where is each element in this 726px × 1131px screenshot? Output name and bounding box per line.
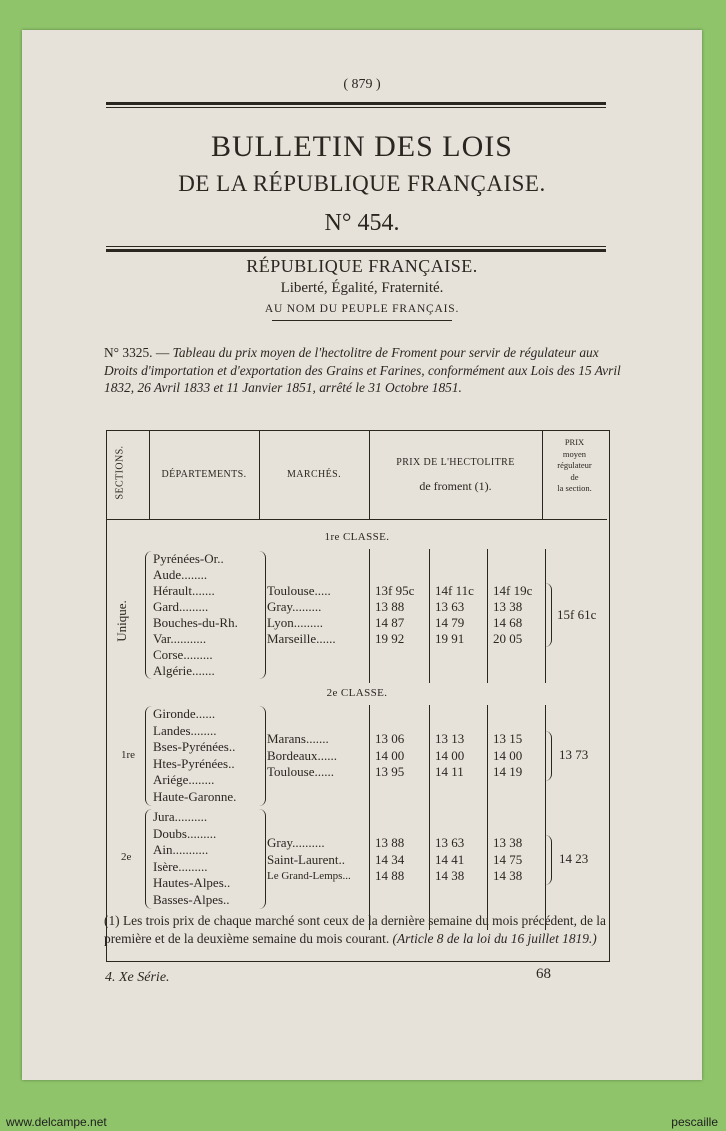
departement: Htes-Pyrénées.. xyxy=(153,755,235,771)
departement: Doubs......... xyxy=(153,825,217,841)
departement: Haute-Garonne. xyxy=(153,788,237,804)
page-number: ( 879 ) xyxy=(343,77,381,92)
departement: Aude........ xyxy=(153,567,208,582)
col-divider xyxy=(487,549,488,683)
republic-heading: RÉPUBLIQUE FRANÇAISE. xyxy=(246,256,478,276)
class-1-prix-col1 xyxy=(375,583,414,647)
marche: Bordeaux...... xyxy=(267,747,338,763)
prix-value: 13 63 xyxy=(435,835,465,850)
header-rule-top-thin xyxy=(106,107,606,108)
prix-value: 13 88 xyxy=(375,599,405,614)
republic-motto: Liberté, Égalité, Fraternité. xyxy=(280,280,444,296)
header-regulateur-line: moyen xyxy=(562,448,587,459)
class-1-departements xyxy=(153,551,238,679)
header-divider xyxy=(107,519,607,520)
brace-right xyxy=(545,583,552,647)
departement: Basses-Alpes.. xyxy=(153,891,230,907)
footnote-citation: (Article 8 de la loi du 16 juillet 1819.) xyxy=(392,930,597,946)
departement: Isère......... xyxy=(153,858,208,874)
prix-value: 19 91 xyxy=(435,631,465,646)
prix-value: 13f 95c xyxy=(375,583,415,598)
class-2-s1-prix-col3 xyxy=(493,731,522,781)
prix-value: 20 05 xyxy=(493,631,523,646)
col-divider xyxy=(429,705,430,930)
prix-value: 13 13 xyxy=(435,731,465,746)
section-2-label: 2e xyxy=(121,851,132,863)
class-2-s2-marches xyxy=(267,835,351,885)
decree-paragraph xyxy=(104,344,624,397)
prix-value: 14 19 xyxy=(493,764,523,780)
sheet-number: 68 xyxy=(536,966,551,982)
peuple-heading: AU NOM DU PEUPLE FRANÇAIS. xyxy=(264,303,460,315)
brace-right xyxy=(545,731,552,781)
prix-value: 14 00 xyxy=(375,747,405,763)
header-departements: DÉPARTEMENTS. xyxy=(161,469,247,480)
prix-value: 14f 19c xyxy=(493,583,533,598)
class-1-prix-col3 xyxy=(493,583,532,647)
prix-value: 14 00 xyxy=(493,747,523,763)
class-2-s2-regulateur: 14 23 xyxy=(559,851,589,866)
header-regulateur-line: la section. xyxy=(557,483,592,493)
class-2-s1-prix-col2 xyxy=(435,731,464,781)
marche: Marseille...... xyxy=(267,631,336,646)
class-2-s1-prix-col1 xyxy=(375,731,404,781)
watermark-left: www.delcampe.net xyxy=(6,1115,107,1129)
col-divider xyxy=(369,705,370,930)
prix-value: 14 87 xyxy=(375,615,405,630)
departement: Pyrénées-Or.. xyxy=(153,551,224,566)
departement: Hautes-Alpes.. xyxy=(153,875,231,891)
header-rule-bottom xyxy=(106,249,606,252)
departement: Jura.......... xyxy=(153,809,208,824)
prix-value: 14 75 xyxy=(493,851,523,867)
brace-right xyxy=(259,809,266,909)
class-1-marches xyxy=(267,583,336,647)
class-2-title: 2e CLASSE. xyxy=(326,687,388,699)
bulletin-subtitle: DE LA RÉPUBLIQUE FRANÇAISE. xyxy=(178,171,546,196)
departement: Corse......... xyxy=(153,647,213,662)
marche: Saint-Laurent.. xyxy=(267,851,345,867)
prix-value: 13 63 xyxy=(435,599,465,614)
header-marches: MARCHÉS. xyxy=(286,469,342,480)
departement: Bouches-du-Rh. xyxy=(153,615,238,630)
prix-value: 14 38 xyxy=(493,868,523,884)
marche: Gray.......... xyxy=(267,835,325,850)
header-regulateur xyxy=(542,437,607,495)
prix-value: 13 95 xyxy=(375,764,405,780)
class-1-title: 1re CLASSE. xyxy=(324,531,390,543)
prix-value: 13 06 xyxy=(375,731,405,746)
prix-value: 14 79 xyxy=(435,615,465,630)
marche: Toulouse...... xyxy=(267,764,334,780)
watermark-right: pescaille xyxy=(671,1115,718,1129)
departement: Hérault....... xyxy=(153,583,215,598)
header-regulateur-line: régulateur xyxy=(557,460,592,470)
departement: Algérie....... xyxy=(153,663,215,678)
header-prix-sub: de froment (1). xyxy=(419,479,492,493)
bulletin-title: BULLETIN DES LOIS xyxy=(211,130,513,163)
document-page xyxy=(22,30,702,1080)
marche: Toulouse..... xyxy=(267,583,331,598)
marche: Gray......... xyxy=(267,599,322,614)
class-2-s2-departements xyxy=(153,809,230,909)
marche: Marans....... xyxy=(267,731,329,746)
prix-value: 14 88 xyxy=(375,868,405,884)
prix-value: 14f 11c xyxy=(435,583,474,598)
departement: Gironde...... xyxy=(153,706,216,721)
class-2-s2-prix-col3 xyxy=(493,835,522,885)
col-divider xyxy=(369,549,370,683)
brace-left xyxy=(145,551,152,679)
footnote xyxy=(104,912,624,947)
brace-right xyxy=(259,706,266,806)
header-sections: SECTIONS. xyxy=(114,445,126,500)
series-label: 4. Xe Série. xyxy=(105,970,170,985)
class-2-s1-regulateur: 13 73 xyxy=(559,747,589,762)
departement: Ain........... xyxy=(153,842,209,858)
prix-value: 14 11 xyxy=(435,764,464,780)
section-unique-label: Unique. xyxy=(113,600,129,642)
class-1-regulateur: 15f 61c xyxy=(557,607,597,622)
bulletin-number: N° 454. xyxy=(324,210,400,236)
header-regulateur-line: de xyxy=(570,471,579,482)
marche: Lyon......... xyxy=(267,615,323,630)
header-rule-top xyxy=(106,102,606,105)
col-divider xyxy=(487,705,488,930)
section-divider xyxy=(272,320,452,321)
prix-value: 13 15 xyxy=(493,731,523,746)
marche: Le Grand-Lemps... xyxy=(267,870,351,883)
brace-right xyxy=(259,551,266,679)
prix-value: 14 41 xyxy=(435,851,465,867)
decree-text: Tableau du prix moyen de l'hectolitre de Froment pour servir de régulateur aux Droits d'importation et d'exportation des Grains et Farines, conformément aux Lois des 15 Avril 1832, 26 Avril 1833 et 11 Janvier 1851, arrêté le 31 Octobre 1851. xyxy=(104,345,621,395)
departement: Var........... xyxy=(153,631,207,646)
prix-value: 19 92 xyxy=(375,631,405,646)
class-1-prix-col2 xyxy=(435,583,474,647)
footnote-text: (1) Les trois prix de chaque marché sont ceux de la dernière semaine du mois précédent, de la première et de la deuxième semaine du mois courant. xyxy=(104,913,606,946)
class-2-s2-prix-col1 xyxy=(375,835,404,885)
class-2-s1-departements xyxy=(153,706,236,806)
prix-value: 14 38 xyxy=(435,868,465,884)
departement: Landes........ xyxy=(153,722,217,738)
section-1-label: 1re xyxy=(121,749,136,761)
class-2-s2-prix-col2 xyxy=(435,835,464,885)
prix-value: 14 00 xyxy=(435,747,465,763)
col-divider xyxy=(429,549,430,683)
departement: Ariége........ xyxy=(153,772,215,788)
prix-value: 13 38 xyxy=(493,599,523,614)
price-table xyxy=(106,430,610,962)
brace-right xyxy=(545,835,552,885)
brace-left xyxy=(145,809,152,909)
departement: Gard......... xyxy=(153,599,209,614)
header-rule-bottom-thin xyxy=(106,246,606,247)
header-regulateur-line: PRIX xyxy=(564,437,585,447)
class-2-s1-marches xyxy=(267,731,337,781)
departement: Bses-Pyrénées.. xyxy=(153,739,236,755)
prix-value: 13 38 xyxy=(493,835,523,850)
decree-number: N° 3325. — xyxy=(104,345,170,360)
prix-value: 14 34 xyxy=(375,851,405,867)
col-divider xyxy=(369,431,370,519)
prix-value: 13 88 xyxy=(375,835,405,850)
brace-left xyxy=(145,706,152,806)
prix-value: 14 68 xyxy=(493,615,523,630)
header-prix: PRIX DE L'HECTOLITRE xyxy=(396,457,515,468)
